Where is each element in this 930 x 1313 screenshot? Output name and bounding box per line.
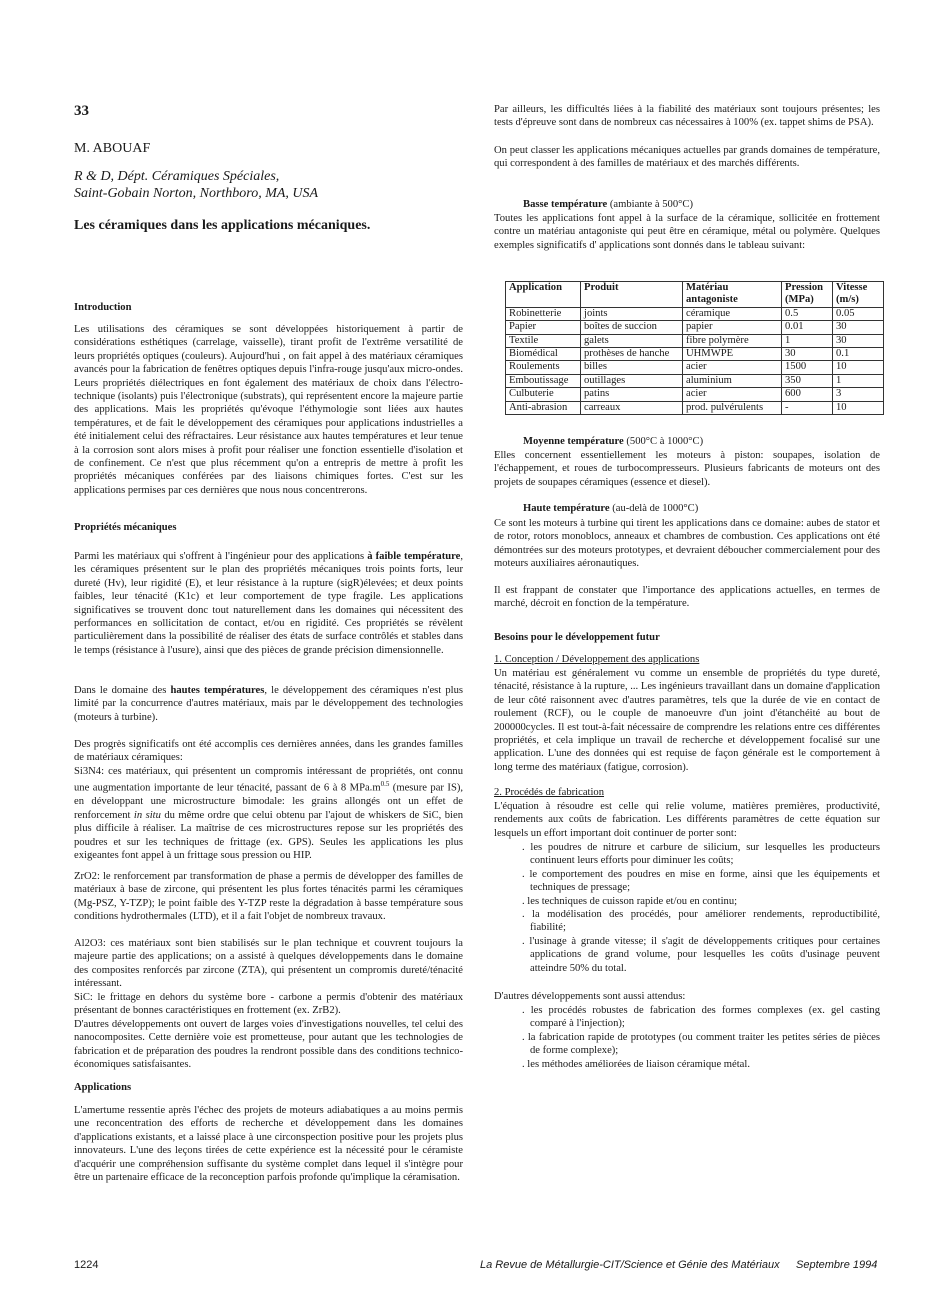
- table-row: [506, 307, 884, 320]
- haute-temperature-heading: Haute température (au-delà de 1000°C): [523, 503, 699, 514]
- table-cell: 0.01: [782, 321, 833, 334]
- table-cell: UHMWPE: [683, 348, 782, 361]
- moyenne-temperature-heading: Moyenne température (500°C à 1000°C): [523, 436, 704, 447]
- table-cell: 0.5: [782, 307, 833, 320]
- table-cell: Biomédical: [506, 348, 581, 361]
- table-cell: acier: [683, 361, 782, 374]
- table-cell: 30: [782, 348, 833, 361]
- proprietes-heading: Propriétés mécaniques: [74, 522, 177, 533]
- table-cell: Roulements: [506, 361, 581, 374]
- list-item: . la fabrication rapide de prototypes (ou comment traiter les petites séries de pièces de forme complexe);: [522, 1031, 880, 1057]
- autres-intro: D'autres développements sont aussi attendus:: [494, 991, 686, 1002]
- zro2-paragraph: ZrO2: le renforcement par transformation de phase a permis de développer des familles de matériaux à base de zircone, qui présentent les plus fortes ténacités parmi les céramiques (Mg-PSZ, Y-TZP); le point faible des Y-TZP reste la dégradation à basse température sous conditions hydrothermales (LTD), et il a fait l'objet de nombreux travaux.: [74, 871, 463, 923]
- table-cell: 10: [833, 401, 884, 414]
- al2o3-paragraph: Al2O3: ces matériaux sont bien stabilisés sur le plan technique et couvrent toujours la majeure partie des applications; on a assisté à quelques développements dans le domaine des composites renforcés par zircone (ZTA), qui présentent un compromis dureté/ténacité intéressant.: [74, 938, 463, 990]
- article-title: Les céramiques dans les applications mécaniques.: [74, 218, 371, 233]
- author-name: M. ABOUAF: [74, 141, 151, 156]
- table-cell: -: [782, 401, 833, 414]
- proprietes-paragraph-3: Des progrès significatifs ont été accomplis ces dernières années, dans les grandes familles de matériaux céramiques:: [74, 739, 463, 764]
- table-cell: céramique: [683, 307, 782, 320]
- section-2-list: [494, 841, 880, 975]
- frappant-paragraph: Il est frappant de constater que l'importance des applications actuelles, en termes de marché, décroit en fonction de la température.: [494, 585, 880, 610]
- introduction-heading: Introduction: [74, 302, 132, 313]
- introduction-text: Les utilisations des céramiques se sont développées historiquement à partir de considérations esthétiques (carrelage, vaisselle), tirant profit de l'extrême versatilité de leurs propriétés optiques (couleurs). Aujourd'hui , on fait appel à des matériaux céramiques avancés pour la fabrication de fenêtres optiques depuis l'infra-rouge jusqu'aux micro-ondes. Leurs propriétés diélectriques en font également des matériaux de choix dans l'électro-technique (isolants) puis l'électronique (substrats), qui représentent encore la majeure partie des applications. Mais les propriétés qu'évoque l'éthymologie sont liées aux hautes températures, et de fait le développement des céramiques pour applications industrielles a été initialement celui des réfractaires. Leur résistance aux hautes températures et leur tenue à la corrosion sont alors mises à profit pour réaliser une fonction essentielle d'isolation et de confinement. Ce n'est que plus récemment qu'on a entrepris de mettre à profit les propriétés mécaniques conférées par des liaisons chimiques fortes. C'est sur les applications permises par ces dernières que nous nous concentrerons.: [74, 324, 463, 496]
- table-header-cell: Matériau antagoniste: [683, 282, 782, 308]
- moyenne-temperature-text: Elles concernent essentiellement les moteurs à piston: soupapes, isolation de l'échappement, et roues de turbocompresseurs. Plusieurs fabricants de moteurs ont des projets de soupapes céramiques (essence et diesel).: [494, 450, 880, 488]
- journal-name: La Revue de Métallurgie-CIT/Science et Génie des Matériaux: [480, 1259, 780, 1271]
- table-cell: prod. pulvérulents: [683, 401, 782, 414]
- besoins-heading: Besoins pour le développement futur: [494, 632, 660, 643]
- affiliation-line-2: Saint-Gobain Norton, Northboro, MA, USA: [74, 186, 319, 201]
- list-item: . les procédés robustes de fabrication des formes complexes (ex. gel casting comparé à l'injection);: [522, 1005, 880, 1030]
- right-paragraph-2: On peut classer les applications mécaniques actuelles par grands domaines de température, qui correspondent à des familles de matériaux et des marchés différents.: [494, 145, 880, 170]
- applications-table: [505, 281, 884, 415]
- section-2-text: L'équation à résoudre est celle qui relie volume, matières premières, productivité, rendements aux coûts de fabrication. Les différents paramètres de cette équation sur lesquels un effort important doit continuer de porter sont:: [494, 801, 880, 839]
- list-item: . les méthodes améliorées de liaison céramique métal.: [522, 1058, 750, 1070]
- table-row: [506, 348, 884, 361]
- table-row: [506, 401, 884, 414]
- table-cell: Culbuterie: [506, 388, 581, 401]
- table-cell: galets: [581, 334, 683, 347]
- table-cell: 1: [782, 334, 833, 347]
- table-header-cell: Application: [506, 282, 581, 308]
- affiliation: [74, 168, 318, 202]
- table-header-row: [506, 282, 884, 308]
- section-2-heading: 2. Procédés de fabrication: [494, 787, 605, 798]
- table-header-cell: Pression (MPa): [782, 282, 833, 308]
- table-cell: 0.05: [833, 307, 884, 320]
- table-row: [506, 361, 884, 374]
- applications-heading: Applications: [74, 1082, 132, 1093]
- table-cell: 3: [833, 388, 884, 401]
- basse-temperature-text: Toutes les applications font appel à la surface de la céramique, sollicitée en frottement contre un matériau antagoniste qui peut être en céramique, métal ou polymère. Quelques exemples significatifs d' applications sont donnés dans le tableau suivant:: [494, 213, 880, 251]
- table-cell: 1500: [782, 361, 833, 374]
- table-cell: fibre polymère: [683, 334, 782, 347]
- table-cell: prothèses de hanche: [581, 348, 683, 361]
- list-item: . l'usinage à grande vitesse; il s'agit de développements critiques pour certaines applications de grand volume, pour lesquelles les coûts d'usinage peuvent atteindre 50% du total.: [522, 935, 880, 974]
- list-item: . la modélisation des procédés, pour améliorer rendements, reproductibilité, fiabilité;: [522, 909, 880, 934]
- table-cell: outillages: [581, 374, 683, 387]
- autres-list: [494, 1004, 880, 1071]
- list-item: . le comportement des poudres en mise en forme, ainsi que les équipements et techniques de pressage;: [522, 868, 880, 894]
- table-cell: boîtes de succion: [581, 321, 683, 334]
- table-cell: 30: [833, 334, 884, 347]
- article-number: 33: [74, 103, 89, 119]
- table-cell: 30: [833, 321, 884, 334]
- table-row: [506, 321, 884, 334]
- table-cell: patins: [581, 388, 683, 401]
- table-cell: Anti-abrasion: [506, 401, 581, 414]
- list-item: . les techniques de cuisson rapide et/ou en continu;: [522, 895, 738, 907]
- right-paragraph-1: Par ailleurs, les difficultés liées à la fiabilité des matériaux sont toujours présentes; les tests d'épreuve sont dans de nombreux cas nécessaires à 100% (ex. tappet shims de PSA).: [494, 104, 880, 129]
- proprietes-paragraph-2: Dans le domaine des hautes températures, le développement des céramiques n'est plus limité par la concurrence d'autres matériaux, mais par le développement des technologies (moteurs à turbine).: [74, 685, 463, 723]
- table-header-cell: Produit: [581, 282, 683, 308]
- table-cell: acier: [683, 388, 782, 401]
- table-cell: billes: [581, 361, 683, 374]
- table-cell: Robinetterie: [506, 307, 581, 320]
- section-1-heading: 1. Conception / Développement des applications: [494, 654, 700, 665]
- basse-temperature-heading: Basse température (ambiante à 500°C): [523, 199, 693, 210]
- table-row: [506, 334, 884, 347]
- table-cell: 350: [782, 374, 833, 387]
- table-cell: joints: [581, 307, 683, 320]
- table-cell: aluminium: [683, 374, 782, 387]
- table-cell: 0.1: [833, 348, 884, 361]
- table-row: [506, 374, 884, 387]
- table-cell: papier: [683, 321, 782, 334]
- applications-text: L'amertume ressentie après l'échec des projets de moteurs adiabatiques a au moins permis une reconcentration des efforts de recherche et développement dans les domaines d'applications existants, et a laissé place à une circonspection positive pour les projets plus innovateurs. L'une des leçons tirées de cette expérience est la nécessité pour le céramiste d'acquérir une compréhension suffisante du système complet dans lequel il s'intègre pour être un partenaire efficace de la reconception parfois profonde qu'implique la céramisation.: [74, 1105, 463, 1184]
- autres-developpements-paragraph: D'autres développements ont ouvert de larges voies d'investigations nouvelles, tel celui des nanocomposites. Cette dernière voie est prometteuse, pour autant que les technologies de fabrication et de préparation des poudres la rendront possible dans des conditions technico-économiques satisfaisantes.: [74, 1019, 463, 1071]
- si3n4-paragraph: Si3N4: ces matériaux, qui présentent un compromis intéressant de propriétés, ont connu une augmentation importante de leur ténacité, passant de 6 à 8 $MPa.m^{0.5}$ (mesure par IS), en développant une microstructure bimodale: les grains allongés ont un effet de renforcement in situ du même ordre que celui obtenu par l'ajout de whiskers de SiC, bien plus difficile à réaliser. La maîtrise de ces microstructures repose sur les propriétés des poudres et sur les techniques de frittage (ex. GPS). Seules les applications les plus exigeantes font appel à un frittage sous pression ou HIP.: [74, 766, 464, 861]
- table-header-cell: Vitesse (m/s): [833, 282, 884, 308]
- list-item: . les poudres de nitrure et carbure de silicium, sur lesquelles les producteurs continuent leurs efforts pour diminuer les coûts;: [522, 842, 880, 867]
- table-cell: 1: [833, 374, 884, 387]
- table-cell: carreaux: [581, 401, 683, 414]
- table-cell: 600: [782, 388, 833, 401]
- page-number: 1224: [74, 1259, 99, 1271]
- section-1-text: Un matériau est généralement vu comme un ensemble de propriétés du type dureté, ténacité, résistance à la rupture, ... Les ingénieurs travaillant dans un domaine d'application de leur côté raisonnent avec d'autres paramètres, tels que la durée de vie en contact de roulement (RCF), ou le couple de manoeuvre d'un joint d'étanchéité au bout de 200000cycles. Il est tout-à-fait nécessaire de comprendre les relations entre ces différentes propriétés, et cela implique un travail de recherche et développement focalisé sur une application. L'une des données qui est requise de façon générale est le comportement à long terme des matériaux (fatigue, corrosion).: [494, 668, 880, 773]
- table-cell: Papier: [506, 321, 581, 334]
- proprietes-paragraph-1: Parmi les matériaux qui s'offrent à l'ingénieur pour des applications à faible température, les céramiques présentent sur le plan des propriétés mécaniques trois points forts, leur dureté (Hv), leur rigidité (E), et leur résistance à la rupture (sigR)élevées; et deux points faibles, leur ténacité (K1c) et leur comportement de type fragile. Les applications significatives se trouvent donc tout naturellement dans les domaines qui nécessitent des performances en sollicitation de contact, et/ou en rigidité. Ces propriétés se révèlent particulièrement dans la possibilité de réaliser des états de surface contrôlés et stables dans le temps (résistance à l'usure), ainsi que des pièces de grande précision dimensionnelle.: [74, 551, 463, 656]
- table-row: [506, 388, 884, 401]
- issue-date: Septembre 1994: [796, 1259, 878, 1271]
- table-cell: Emboutissage: [506, 374, 581, 387]
- table-cell: 10: [833, 361, 884, 374]
- table-cell: Textile: [506, 334, 581, 347]
- haute-temperature-text: Ce sont les moteurs à turbine qui tirent les applications dans ce domaine: aubes de stator et de rotor, rotors monoblocs, anneaux et chambres de combustion. Ces applications ont été démontrées sur des moteurs prototypes, et devraient déboucher commercialement pour des moteurs auxiliaires aéronautiques.: [494, 518, 880, 570]
- affiliation-line-1: R & D, Dépt. Céramiques Spéciales,: [74, 169, 280, 184]
- sic-paragraph: SiC: le frittage en dehors du système bore - carbone a permis d'obtenir des matériaux présentant de bonnes caractéristiques en frottement (ex. ZrB2).: [74, 992, 463, 1017]
